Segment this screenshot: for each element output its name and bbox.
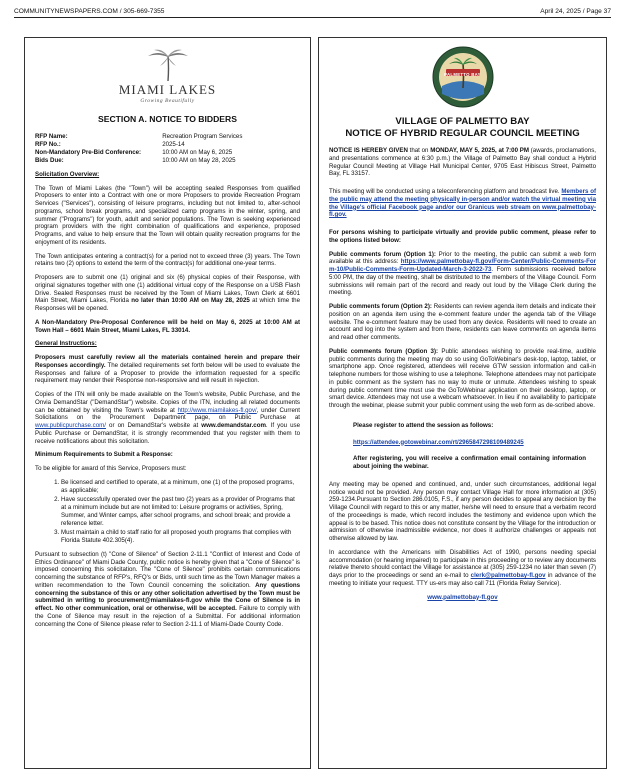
submission-text: Proposers are to submit one (1) original and six (6) physical copies of their Response, with original signatures together with one (1) additional virtual copy of the Response on a USB Flash Drive. Sealed Responses must be received by the Town of Miami Lakes, Town Clerk at 6601 Main Street, Miami Lakes, Florida: [35, 274, 300, 305]
demandstar-link[interactable]: www.demandstar.com: [201, 422, 266, 430]
palmetto-bay-seal: [329, 46, 596, 110]
clerk-email-link[interactable]: clerk@palmettobay-fl.gov: [470, 572, 546, 579]
notice-text: that on: [407, 147, 431, 154]
rfp-key: RFP No.:: [35, 140, 61, 148]
cone-text-end: Failure to comply with the Cone of Silence may result in the rejection of a Submittal. For additional information concerning the Cone of Silence please refer to Section 2-11.1 of Miami-Dade County Code.: [35, 605, 300, 628]
broadcast-paragraph: [329, 188, 596, 219]
submission-paragraph: [35, 274, 300, 313]
option-2-text: Residents can review agenda item details and indicate their position on an agenda item using the e-comment feature under the agenda tab of the Village website. The e-comment feature may be used from any device. Residents will need to create an account and log into the system and from there, residents can leave comments on agenda items and read other comments.: [329, 303, 596, 341]
option-2-paragraph: [329, 303, 596, 342]
pre-proposal-conference: A Non-Mandatory Pre-Proposal Conference will be held on May 6, 2025 at 10:00 AM at Town Hall – 6601 Main Street, Miami Lakes, FL 33014.: [35, 318, 300, 334]
notice-paragraph: [329, 147, 596, 178]
copies-paragraph: [35, 391, 300, 445]
town-website-link[interactable]: http://www.miamilakes-fl.gov/: [177, 406, 257, 414]
palm-tree-icon: [138, 48, 198, 82]
instructions-paragraph: [35, 354, 300, 385]
instructions-bold: Proposers must carefully review all the materials contained herein and prepare their Responses accordingly.: [35, 354, 300, 369]
legal-paragraph: Any meeting may be opened and continued, and, under such circumstances, additional legal notice would not be provided. Any person may contact Village Hall for more information at (305) 259-1234.Pursuant to Section 286.0105, F.S., if any person decides to appeal any decision by the Village Council with regard to this or any matter, he/she will need to ensure that a verbatim record of the proceedings is made, which record includes the testimony and evidence upon which the appeal is to be based. This notice does not constitute consent by the Village for the introduction or admission of otherwise inadmissible evidence, nor does it authorize challenges or appeals not otherwise allowed by law.: [329, 480, 596, 542]
rfp-details-table: [35, 133, 300, 165]
general-instructions-heading: General Instructions:: [35, 340, 97, 348]
notice-lead: NOTICE IS HEREBY GIVEN: [329, 147, 408, 154]
palmetto-bay-notice: [318, 37, 607, 769]
copies-text-4: . If you use Public Purchase or DemandStar, it is strongly recommended that you register with them to receive notifications about this solicitation.: [35, 422, 300, 445]
rfp-key: Non-Mandatory Pre-Bid Conference:: [35, 148, 142, 156]
page-header: [14, 5, 611, 17]
village-title: VILLAGE OF PALMETTO BAY: [395, 116, 530, 127]
logo-tagline: Growing Beautifully: [140, 98, 195, 105]
rfp-value: 2025-14: [162, 140, 185, 148]
option-1-text: Prior to the meeting, the public can submit a web form available at this address:: [329, 250, 596, 266]
rfp-key: Bids Due:: [35, 156, 64, 164]
submission-text-end: at which time the Responses will be opened.: [35, 297, 300, 313]
meeting-notice-title: NOTICE OF HYBRID REGULAR COUNCIL MEETING: [345, 127, 580, 139]
participation-intro: For persons wishing to participate virtually and provide public comment, please refer to the options listed below:: [329, 229, 596, 244]
option-1-paragraph: [329, 251, 596, 298]
option-2-label: Public comments forum (Option 2):: [329, 303, 432, 310]
miami-lakes-logo: [35, 48, 300, 108]
section-title: SECTION A. NOTICE TO BIDDERS: [98, 114, 237, 124]
publication-contact: COMMUNITYNEWSPAPERS.COM / 305-669-7355: [14, 7, 165, 15]
cone-bold-text: Any questions concerning the substance of this or any other solicitation advertised by the Town must be submitted in writing to procurement@miamilakes-fl.gov while the Cone of Silence is in effect. No other communication, oral or otherwise, will be accepted.: [35, 581, 300, 613]
minimum-requirements-heading: Minimum Requirements to Submit a Response:: [35, 451, 173, 459]
option-1-label: Public comments forum (Option 1):: [329, 250, 436, 258]
rfp-value: 10:00 AM on May 28, 2025: [162, 156, 236, 164]
issue-date-page: April 24, 2025 / Page 37: [540, 7, 611, 15]
ada-text: In accordance with the Americans with Disabilities Act of 1990, persons needing special accommodation (or hearing impaired) to participate in this proceeding or to review any documents relative thereto should contact the Village for assistance at (305) 259-1234 no later than seven (7) days prior to the proceedings or send an e-mail to: [329, 548, 596, 579]
requirement-item: 1. Be licensed and certified to operate, at a minimum, one (1) of the proposed programs, as applicable;: [61, 479, 300, 495]
notice-text-end: (awards, proclamations, and presentations commence at 6:30 p.m.) the Village of Palmetto Bay shall conduct a Hybrid Regular Council Meeting at Village Hall Municipal Center, 9705 East Hibiscus Street, Palmetto Bay, FL 33157.: [329, 147, 596, 178]
option-3-label: Public comments forum (Option 3):: [329, 347, 439, 355]
option-3-paragraph: [329, 348, 596, 410]
rfp-row: [35, 149, 300, 157]
logo-wordmark: MIAMI LAKES: [118, 82, 217, 97]
solicitation-heading: Solicitation Overview:: [35, 170, 100, 178]
cone-text: Pursuant to subsection (t) "Cone of Silence" of Section 2-11.1 "Conflict of Interest and Code of Ethics Ordinance" of Miami Dade County, public notice is hereby given that a "Cone of Silence" is imposed concerning this solicitation. The "Cone of Silence" prohibits certain communications concerning the substance of RFP's, RFQ's or Bids, until such time as the Town Manager makes a written recommendation to the Town Council concerning the solicitation.: [35, 550, 300, 589]
after-register-text: After registering, you will receive a confirmation email containing information about joining the webinar.: [353, 455, 586, 470]
option-3-text: Public attendees wishing to provide real-time, audible public comments during the meeting may do so using GoToWebinar's desk-top, laptop, tablet, or smartphone app. Once registered, attendees will receive GTW session information and call-in telephone numbers for those wishing to use a telephone. Telephone attendees may not participate in public comment as the system has no way to mute or unmute. Attendees wishing to speak during public comment time must use the GoToWebinar application on their desktop, laptop, or smart device. Attendees may not use a webcam whatsoever. In lieu if no availability to participate through the webinar, please submit your public comment using the web form as de-scribed above.: [329, 347, 596, 409]
broadcast-text: This meeting will be conducted using a teleconferencing platform and broadcast live.: [329, 188, 562, 195]
requirement-item: 2. Have successfully operated over the past two (2) years as a provider of Programs that at a minimum include but are not limited to: Leisure programs or activities, Spring, Summer, and Winter camps, after school programs, and school break; and provide a reference letter.: [61, 496, 300, 527]
public-purchase-link[interactable]: www.publicpurchase.com/: [35, 422, 106, 430]
register-heading: Please register to attend the session as follows:: [353, 421, 494, 429]
rfp-row: [35, 157, 300, 165]
rfp-value: 10:00 AM on May 6, 2025: [162, 148, 233, 156]
public-comment-form-link[interactable]: https://www.palmettobay-fl.gov/Form-Center/Public-Comments-Form-10/Public-Comments-Form-Updated-March-3-2022-73: [329, 258, 596, 273]
meeting-date: MONDAY, MAY 5, 2025, at 7:00 PM: [430, 147, 529, 154]
copies-text-2: , under Current Solicitations on the Procurement Department page, on Public Purchase at: [35, 406, 300, 422]
instructions-text: The detailed requirements set forth below will be used to evaluate the Responses and failure of a Proposer to provide the information requested for a specific requirement may render their Response non-responsive and will result in rejection.: [35, 361, 300, 385]
cone-of-silence-paragraph: [35, 551, 300, 629]
rfp-row: [35, 133, 300, 141]
requirement-item: 3. Must maintain a child to staff ratio for all proposed youth programs that complies with Florida Statute 402.305(4).: [61, 529, 300, 545]
seal-label: PALMETTO BAY: [444, 72, 481, 77]
option-1-text-end: . Form submissions received before 5:00 PM, the day of the meeting, shall be distributed to the members of the Village Council. Form submissions will remain part of the record and ready out loud by the Village Clerk during the meeting.: [329, 266, 596, 297]
rfp-value: Recreation Program Services: [162, 132, 243, 140]
eligibility-text: To be eligible for award of this Service, Proposers must:: [35, 465, 187, 473]
registration-block: [329, 422, 596, 471]
broadcast-links[interactable]: Members of the public may attend the meeting physically in-person and/or watch the virtual meeting via the Village's official Facebook page and/or our Granicus web stream on www.palmettobay-fl.gov.: [329, 188, 596, 219]
requirements-list: [35, 479, 300, 545]
term-paragraph: The Town anticipates entering a contract(s) for a period not to exceed three (3) years. The Town retains two (2) options to extend the term of the contract(s) for additional one-year terms.: [35, 252, 300, 268]
overview-paragraph: The Town of Miami Lakes (the "Town") will be accepting sealed Responses from qualified Proposers to enter into a Contract with one or more Proposers to provide Recreation Program Services ("Services"), consisting of leisure programs, including but not limited to, after-school programs, school break programs, and specialized camp programs in the winter, spring, and summer ("Programs") for youth, adult and senior populations. The Town is seeking experienced program providers with the right combination of qualifications and experience, proposed Programs, and value to help ensure that the Town will obtain quality recreation programs for the enjoyment of its residents.: [35, 184, 300, 246]
header-rule: [14, 17, 611, 18]
village-website-link[interactable]: www.palmettobay-fl.gov: [427, 593, 498, 601]
ada-text-end: in advance of the meeting to initiate your request. TTY us-ers may also call 711 (Florida Relay Service).: [329, 572, 596, 587]
webinar-register-link[interactable]: https://attendee.gotowebinar.com/rt/2965847298109489245: [353, 438, 524, 446]
miami-lakes-notice: [24, 37, 311, 769]
deadline-text: no later than 10:00 AM on May 28, 2025: [131, 297, 250, 305]
rfp-key: RFP Name:: [35, 132, 68, 140]
ada-paragraph: [329, 549, 596, 588]
copies-text-3: or on DemandStar's website at: [106, 422, 202, 430]
copies-text: Copies of the ITN will only be made available on the Town's website, Public Purchase, and the Onvia DemandStar ("DemandStar") website. Copies of the ITN, including all related documents can be obtained by visiting the Town's website at: [35, 391, 300, 414]
rfp-row: [35, 141, 300, 149]
